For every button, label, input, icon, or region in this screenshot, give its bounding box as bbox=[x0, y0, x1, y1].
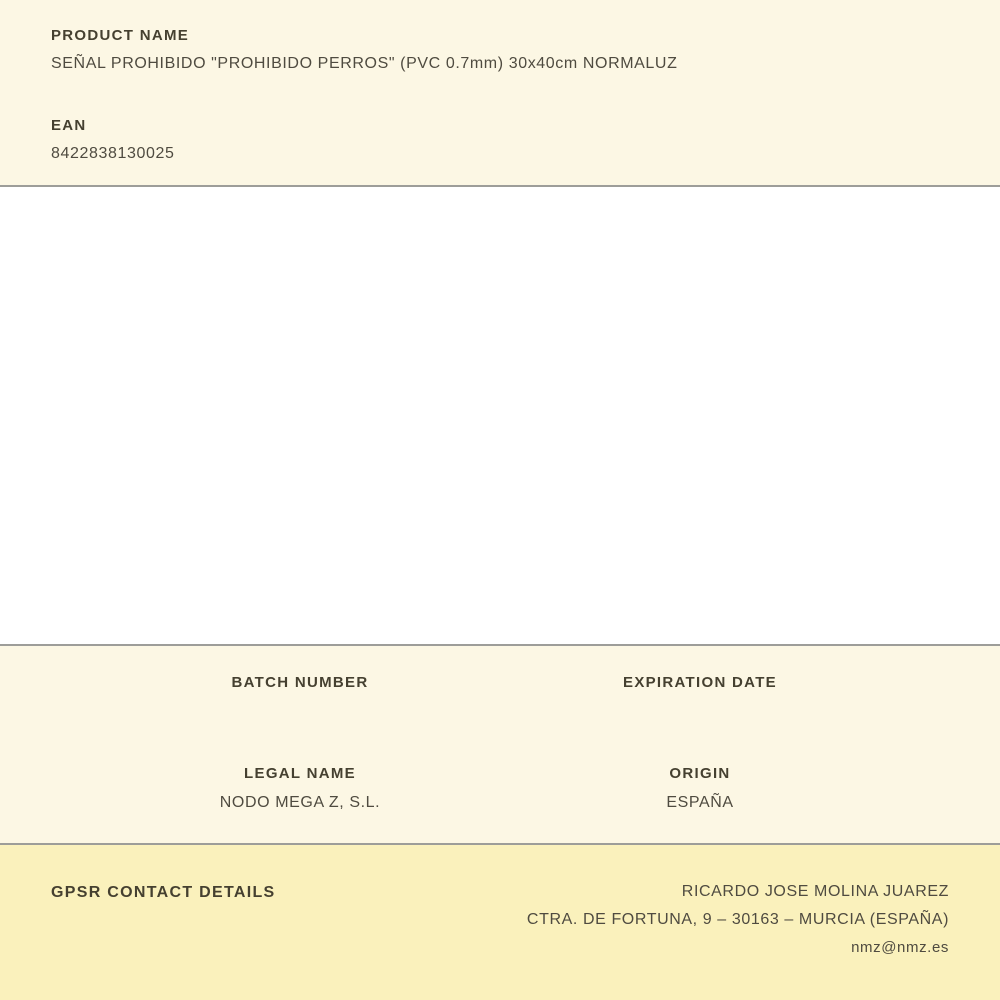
ean-label: EAN bbox=[51, 117, 87, 134]
details-section bbox=[0, 646, 1000, 845]
gpsr-contact-name: RICARDO JOSE MOLINA JUAREZ bbox=[681, 883, 949, 900]
gpsr-contact-block bbox=[527, 878, 949, 962]
gpsr-contact-email: nmz@nmz.es bbox=[851, 939, 949, 956]
product-name-field bbox=[51, 27, 949, 73]
expiration-date-field bbox=[500, 674, 900, 765]
expiration-date-value bbox=[500, 702, 900, 765]
gpsr-contact-details-label: GPSR CONTACT DETAILS bbox=[51, 884, 276, 901]
product-image-area bbox=[0, 187, 1000, 646]
ean-value: 8422838130025 bbox=[51, 145, 175, 162]
legal-name-field bbox=[100, 765, 500, 812]
origin-label: ORIGIN bbox=[669, 765, 731, 782]
legal-name-value: NODO MEGA Z, S.L. bbox=[219, 794, 381, 811]
product-name-value: SEÑAL PROHIBIDO "PROHIBIDO PERROS" (PVC 0.7mm) 30x40cm NORMALUZ bbox=[51, 55, 678, 72]
batch-number-label: BATCH NUMBER bbox=[231, 674, 369, 691]
gpsr-contact-address: CTRA. DE FORTUNA, 9 – 30163 – MURCIA (ESPAÑA) bbox=[526, 911, 949, 928]
gpsr-section bbox=[0, 845, 1000, 1000]
batch-number-field bbox=[100, 674, 500, 765]
origin-field bbox=[500, 765, 900, 812]
product-header-section bbox=[0, 0, 1000, 187]
batch-number-value bbox=[100, 702, 500, 765]
ean-field bbox=[51, 117, 949, 163]
legal-name-label: LEGAL NAME bbox=[244, 765, 356, 782]
expiration-date-label: EXPIRATION DATE bbox=[623, 674, 777, 691]
origin-value: ESPAÑA bbox=[666, 794, 734, 811]
product-name-label: PRODUCT NAME bbox=[51, 27, 190, 44]
